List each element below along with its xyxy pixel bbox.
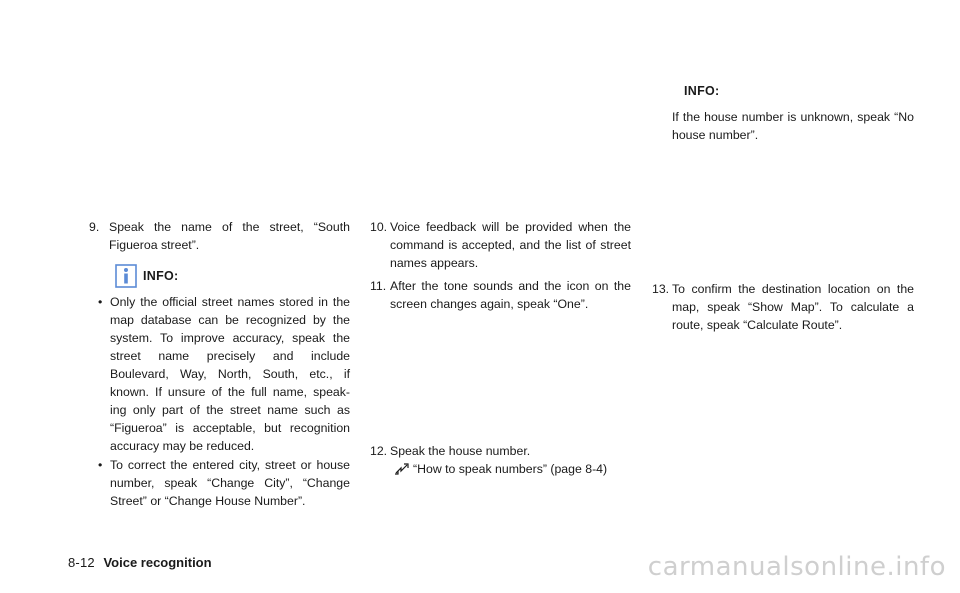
step-text: To confirm the destination location on the map, speak “Show Map”. To calculate a route, speak “Calculate Route”. bbox=[672, 282, 914, 332]
column-3 bbox=[652, 82, 914, 144]
step-number: 10. bbox=[370, 220, 388, 234]
step-11 bbox=[370, 277, 631, 313]
step-text: Voice feedback will be provided when the command is accepted, and the list of street names appears. bbox=[390, 220, 631, 270]
list-item: • Only the official street names stored in the map database can be recognized by the system. To improve accuracy, speak the street name precisely and include Boulevard, Way, North, South, etc., if known. If unsure of the full name, speak- ing only part of the street name such as “Figueroa” is acceptable, but recognition accuracy may be reduced. bbox=[95, 293, 350, 455]
step-number: 12. bbox=[370, 444, 388, 458]
info-bullet-list bbox=[95, 293, 350, 510]
cross-reference-text[interactable]: “How to speak numbers” (page 8-4) bbox=[413, 462, 608, 476]
section-title: Voice recognition bbox=[103, 555, 212, 570]
column-1 bbox=[89, 218, 350, 511]
page-number: 8-12 bbox=[68, 555, 95, 570]
step-number: 13. bbox=[652, 282, 670, 296]
info-icon bbox=[115, 264, 137, 288]
column-2 bbox=[370, 218, 631, 313]
step-text: Speak the house number. bbox=[390, 444, 531, 458]
page-footer bbox=[68, 554, 212, 572]
info-label: INFO: bbox=[143, 269, 179, 283]
step-10 bbox=[370, 218, 631, 272]
info-heading bbox=[115, 264, 350, 288]
step-text: Speak the name of the street, “South Figueroa street”. bbox=[109, 220, 350, 252]
info-label: INFO: bbox=[684, 84, 720, 98]
column-2-lower bbox=[370, 442, 631, 478]
step-number: 9. bbox=[89, 220, 100, 234]
step-text: After the tone sounds and the icon on the screen changes again, speak “One”. bbox=[390, 279, 631, 311]
step-number: 11. bbox=[370, 279, 387, 293]
reference-arrow-icon bbox=[394, 462, 410, 476]
cross-reference[interactable] bbox=[394, 460, 631, 478]
step-9 bbox=[89, 218, 350, 254]
list-item: • To correct the entered city, street or house number, speak “Change City”, “Change Street” or “Change House Number”. bbox=[95, 456, 350, 510]
info-heading bbox=[684, 82, 914, 100]
step-12 bbox=[370, 442, 631, 460]
column-3-lower bbox=[652, 280, 914, 334]
step-13 bbox=[652, 280, 914, 334]
watermark: carmanualsonline.info bbox=[647, 552, 946, 582]
info-text: If the house number is unknown, speak “No house number”. bbox=[672, 110, 914, 142]
